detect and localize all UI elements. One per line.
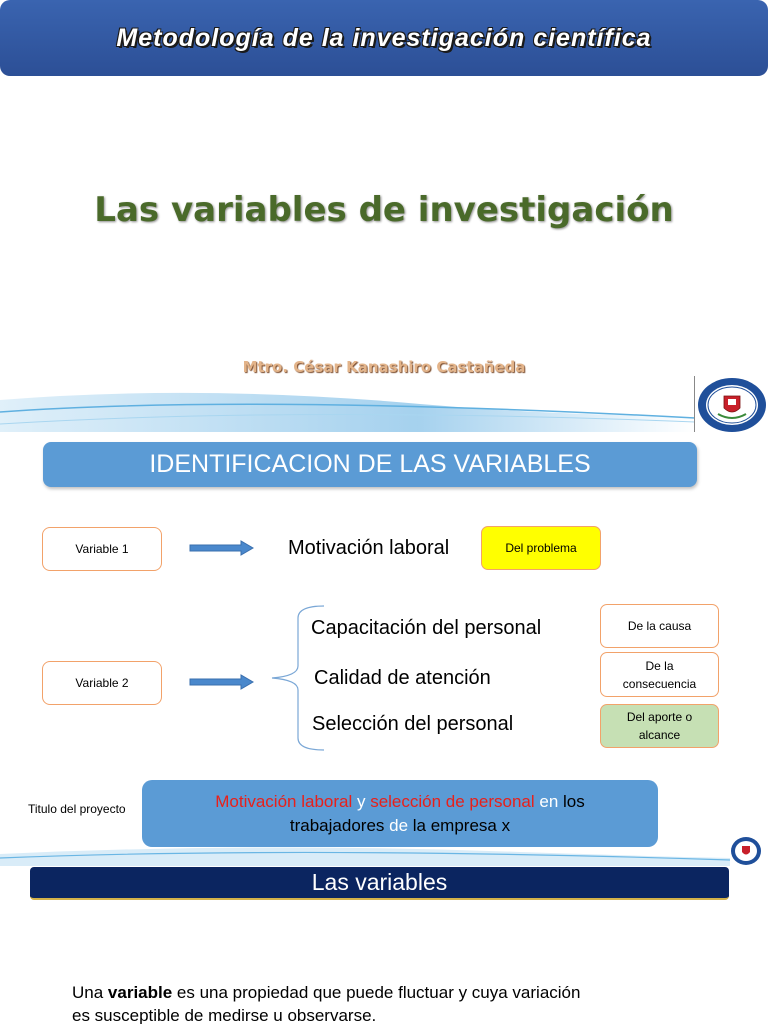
option-capacitacion: Capacitación del personal [311, 617, 542, 639]
university-seal-icon [730, 836, 762, 866]
definition-term: variable [107, 983, 173, 1002]
project-connector-en: en [534, 791, 564, 811]
decorative-swoosh [0, 380, 695, 432]
tag-consequence [600, 652, 719, 697]
option-calidad: Calidad de atención [314, 667, 491, 689]
variables-header: Las variables [30, 867, 729, 900]
project-title-text [215, 790, 585, 838]
variable-2-label: Variable 2 [75, 676, 129, 690]
project-word-trabajadores: trabajadores [289, 815, 390, 835]
tag-contribution-line1: Del aporte o [626, 710, 693, 724]
definition-body: es una propiedad que puede fluctuar y cuya variación es susceptible de medirse u observarse. [72, 983, 581, 1024]
variable-2-box [42, 661, 162, 705]
tag-contribution [600, 704, 719, 748]
university-seal-icon [696, 376, 768, 434]
project-connector-y: y [352, 791, 371, 811]
decorative-swoosh [0, 840, 730, 866]
tag-consequence-line1: De la [645, 658, 674, 673]
project-label: Titulo del proyecto [28, 802, 126, 816]
slide-title: Las variables de investigación [94, 190, 674, 230]
identification-header: IDENTIFICACION DE LAS VARIABLES [43, 442, 697, 487]
arrow-right-icon [189, 674, 255, 690]
arrow-right-icon [189, 540, 255, 556]
author-name: Mtro. César Kanashiro Castañeda [242, 358, 526, 376]
top-banner [0, 0, 768, 76]
tag-cause-line1: De la causa [627, 619, 692, 633]
tag-problem [481, 526, 601, 570]
project-var1: Motivación laboral [215, 791, 353, 811]
option-seleccion: Selección del personal [312, 713, 514, 735]
project-word-empresa: la empresa x [408, 815, 511, 835]
project-var2: selección de personal [370, 791, 535, 811]
banner-title: Metodología de la investigación científica [116, 23, 652, 52]
divider-line [694, 376, 695, 432]
definition-pre: Una [72, 983, 108, 1002]
tag-problem-label: Del problema [505, 541, 577, 555]
tag-cause [600, 604, 719, 648]
variable-1-value: Motivación laboral [288, 537, 450, 559]
variable-1-label: Variable 1 [75, 542, 129, 556]
variable-1-box [42, 527, 162, 571]
project-title-box [142, 780, 658, 847]
project-connector-de: de [389, 815, 409, 835]
tag-contribution-line2: alcance [638, 728, 681, 742]
project-word-los: los [563, 791, 585, 811]
definition-text [72, 981, 592, 1024]
tag-consequence-line2: consecuencia [622, 676, 697, 691]
